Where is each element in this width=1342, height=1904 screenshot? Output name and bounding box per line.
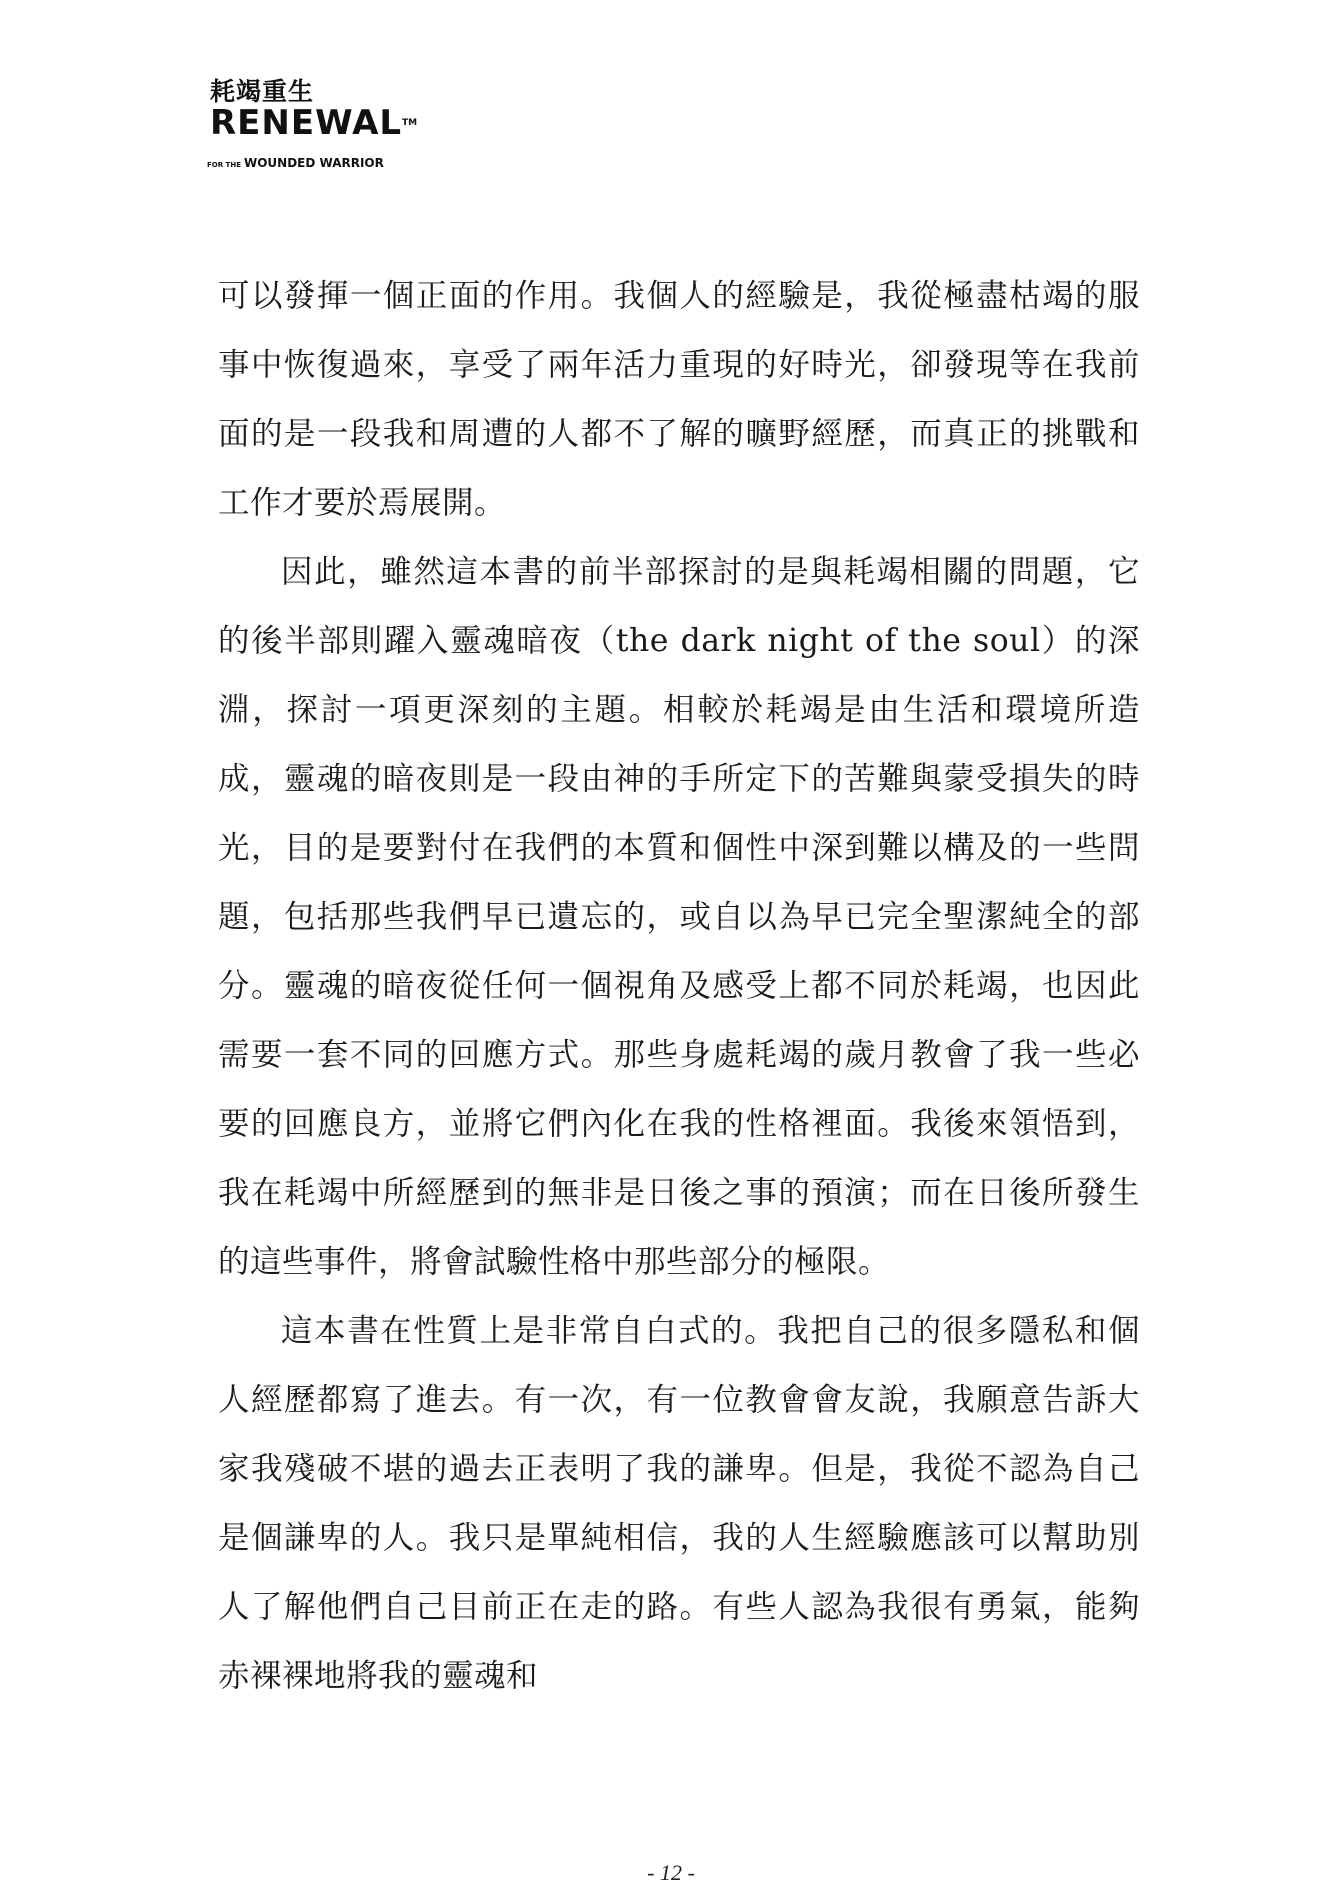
- logo-trademark: TM: [402, 118, 418, 128]
- paragraph: 這本書在性質上是非常自白式的。我把自己的很多隱私和個人經歷都寫了進去。有一次，有一位教會會友說，我願意告訴大家我殘破不堪的過去正表明了我的謙卑。但是，我從不認為自己是個謙卑的人。我只是單純相信，我的人生經驗應該可以幫助別人了解他們自己目前正在走的路。有些人認為我很有勇氣，能夠赤裸裸地將我的靈魂和: [218, 1313, 1140, 1694]
- page-number: - 12 -: [647, 1860, 695, 1885]
- book-logo: [132, 72, 418, 172]
- logo-subtitle-prefix: FOR THE: [207, 161, 241, 169]
- paragraph-continuation: 可以發揮一個正面的作用。我個人的經驗是，我從極盡枯竭的服事中恢復過來，享受了兩年活力重現的好時光，卻發現等在我前面的是一段我和周遭的人都不了解的曠野經歷，而真正的挑戰和工作才要於焉展開。: [218, 278, 1140, 521]
- paragraph: 因此，雖然這本書的前半部探討的是與耗竭相關的問題，它的後半部則躍入靈魂暗夜（the dark night of the soul）的深淵，探討一項更深刻的主題。相較於耗竭是由生活和環境所造成，靈魂的暗夜則是一段由神的手所定下的苦難與蒙受損失的時光，目的是要對付在我們的本質和個性中深到難以構及的一些問題，包括那些我們早已遺忘的，或自以為早已完全聖潔純全的部分。靈魂的暗夜從任何一個視角及感受上都不同於耗竭，也因此需要一套不同的回應方式。那些身處耗竭的歲月教會了我一些必要的回應良方，並將它們內化在我的性格裡面。我後來領悟到，我在耗竭中所經歷到的無非是日後之事的預演；而在日後所發生的這些事件，將會試驗性格中那些部分的極限。: [218, 554, 1140, 1280]
- logo-title-chinese: 耗竭重生: [210, 77, 315, 106]
- logo-subtitle-main: WOUNDED WARRIOR: [243, 156, 384, 170]
- logo-title-english-text: RENEWAL: [210, 103, 403, 143]
- logo-subtitle: [207, 152, 384, 171]
- page-body: [218, 262, 1140, 1711]
- logo-title-english: [210, 103, 418, 143]
